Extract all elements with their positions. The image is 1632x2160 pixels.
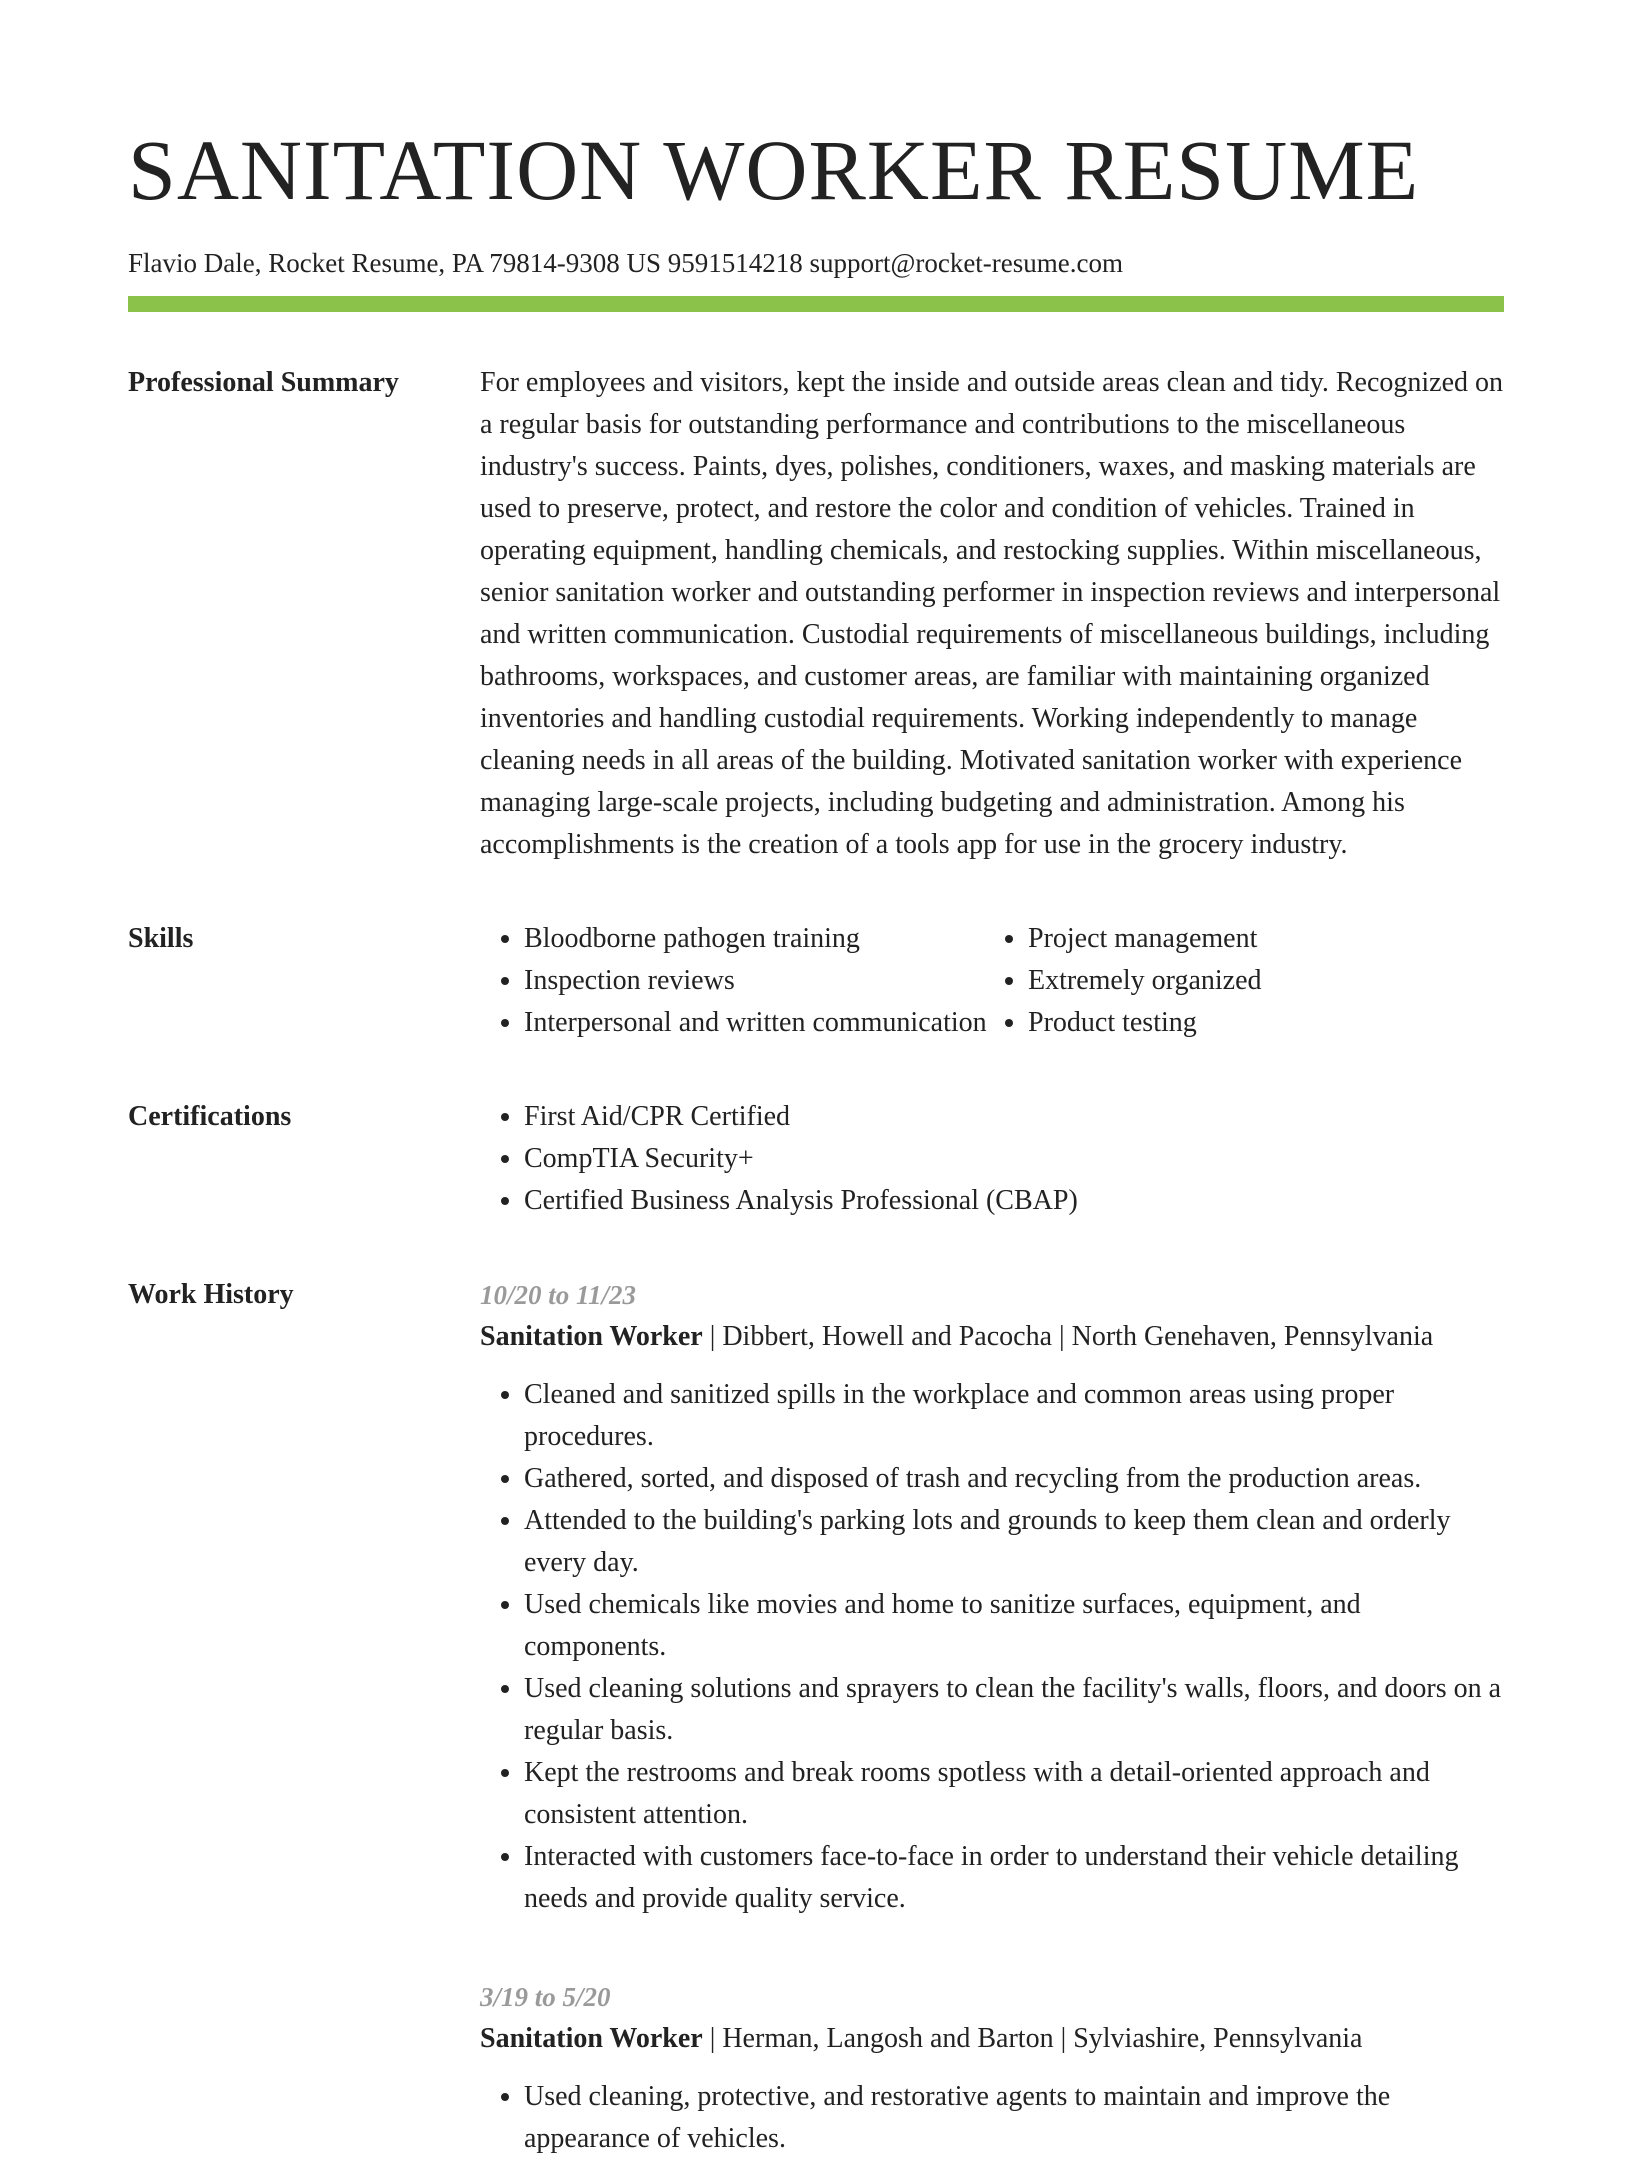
job-bullet: • Gathered, sorted, and disposed of trash and recycling from the production areas. — [524, 1458, 1504, 1500]
certifications-list — [480, 1096, 1504, 1222]
job-role: Sanitation Worker — [480, 1321, 703, 1352]
section-label: Work History — [128, 1279, 294, 1310]
contact-line: Flavio Dale, Rocket Resume, PA 79814-9308 US 9591514218 support@rocket-resume.com — [128, 248, 1124, 278]
skill-item: • Inspection reviews — [524, 960, 984, 1002]
job-bullet: • Used chemicals like movies and home to sanitize surfaces, equipment, and components. — [524, 1584, 1504, 1668]
section-label: Certifications — [128, 1101, 292, 1132]
job-details: | Dibbert, Howell and Pacocha | North Genehaven, Pennsylvania — [702, 1321, 1434, 1352]
skills-columns — [480, 918, 1504, 1044]
job-bullet: • Interacted with customers face-to-face in order to understand their vehicle detailing needs and provide quality service. — [524, 1836, 1504, 1920]
job-bullet: • Used cleaning, protective, and restorative agents to maintain and improve the appearance of vehicles. — [524, 2076, 1504, 2160]
skill-item: • Interpersonal and written communication — [524, 1002, 984, 1044]
job-title-line — [480, 1316, 1504, 1358]
section-content — [480, 1274, 1504, 2160]
job-role: Sanitation Worker — [480, 2023, 703, 2054]
skill-item: • Project management — [1028, 918, 1504, 960]
section-content — [480, 1096, 1504, 1222]
skills-section — [128, 918, 1504, 1044]
job-bullet: • Kept the restrooms and break rooms spotless with a detail-oriented approach and consistent attention. — [524, 1752, 1504, 1836]
job-entry — [480, 1274, 1504, 1920]
job-bullet: • Cleaned and sanitized spills in the workplace and common areas using proper procedures. — [524, 1374, 1504, 1458]
job-dates: 3/19 to 5/20 — [480, 1982, 611, 2012]
job-entry — [480, 1976, 1504, 2160]
certification-item: • Certified Business Analysis Professional (CBAP) — [524, 1180, 1504, 1222]
section-content — [480, 362, 1504, 866]
skill-item: • Extremely organized — [1028, 960, 1504, 1002]
certification-item: • First Aid/CPR Certified — [524, 1096, 1504, 1138]
job-bullets — [480, 2076, 1504, 2160]
section-label: Professional Summary — [128, 367, 399, 398]
section-label: Skills — [128, 923, 194, 954]
job-dates: 10/20 to 11/23 — [480, 1280, 637, 1310]
header-divider — [128, 296, 1504, 312]
skills-list-left — [480, 918, 987, 1044]
work-history-section — [128, 1274, 1504, 2160]
skills-list-right — [984, 918, 1504, 1044]
skill-item: • Product testing — [1028, 1002, 1504, 1044]
resume-page — [128, 0, 1504, 2160]
job-bullets — [480, 1374, 1504, 1920]
certification-item: • CompTIA Security+ — [524, 1138, 1504, 1180]
skill-item: • Bloodborne pathogen training — [524, 918, 984, 960]
summary-text: For employees and visitors, kept the inside and outside areas clean and tidy. Recognized on a regular basis for outstanding performance and contributions to the miscellaneous industry's success. Paints, dyes, polishes, conditioners, waxes, and masking materials are used to preserve, protect, and restore the color and condition of vehicles. Trained in operating equipment, handling chemicals, and restocking supplies. Within miscellaneous, senior sanitation worker and outstanding performer in inspection reviews and interpersonal and written communication. Custodial requirements of miscellaneous buildings, including bathrooms, workspaces, and customer areas, are familiar with maintaining organized inventories and handling custodial requirements. Working independently to manage cleaning needs in all areas of the building. Motivated sanitation worker with experience managing large-scale projects, including budgeting and administration. Among his accomplishments is the creation of a tools app for use in the grocery industry. — [480, 367, 1504, 860]
resume-title: SANITATION WORKER RESUME — [128, 122, 1420, 218]
job-title-line — [480, 2018, 1504, 2060]
job-details: | Herman, Langosh and Barton | Sylviashire, Pennsylvania — [702, 2023, 1363, 2054]
certifications-section — [128, 1096, 1504, 1222]
job-bullet: • Used cleaning solutions and sprayers to clean the facility's walls, floors, and doors on a regular basis. — [524, 1668, 1504, 1752]
job-bullet: • Attended to the building's parking lots and grounds to keep them clean and orderly every day. — [524, 1500, 1504, 1584]
professional-summary-section — [128, 362, 1504, 866]
